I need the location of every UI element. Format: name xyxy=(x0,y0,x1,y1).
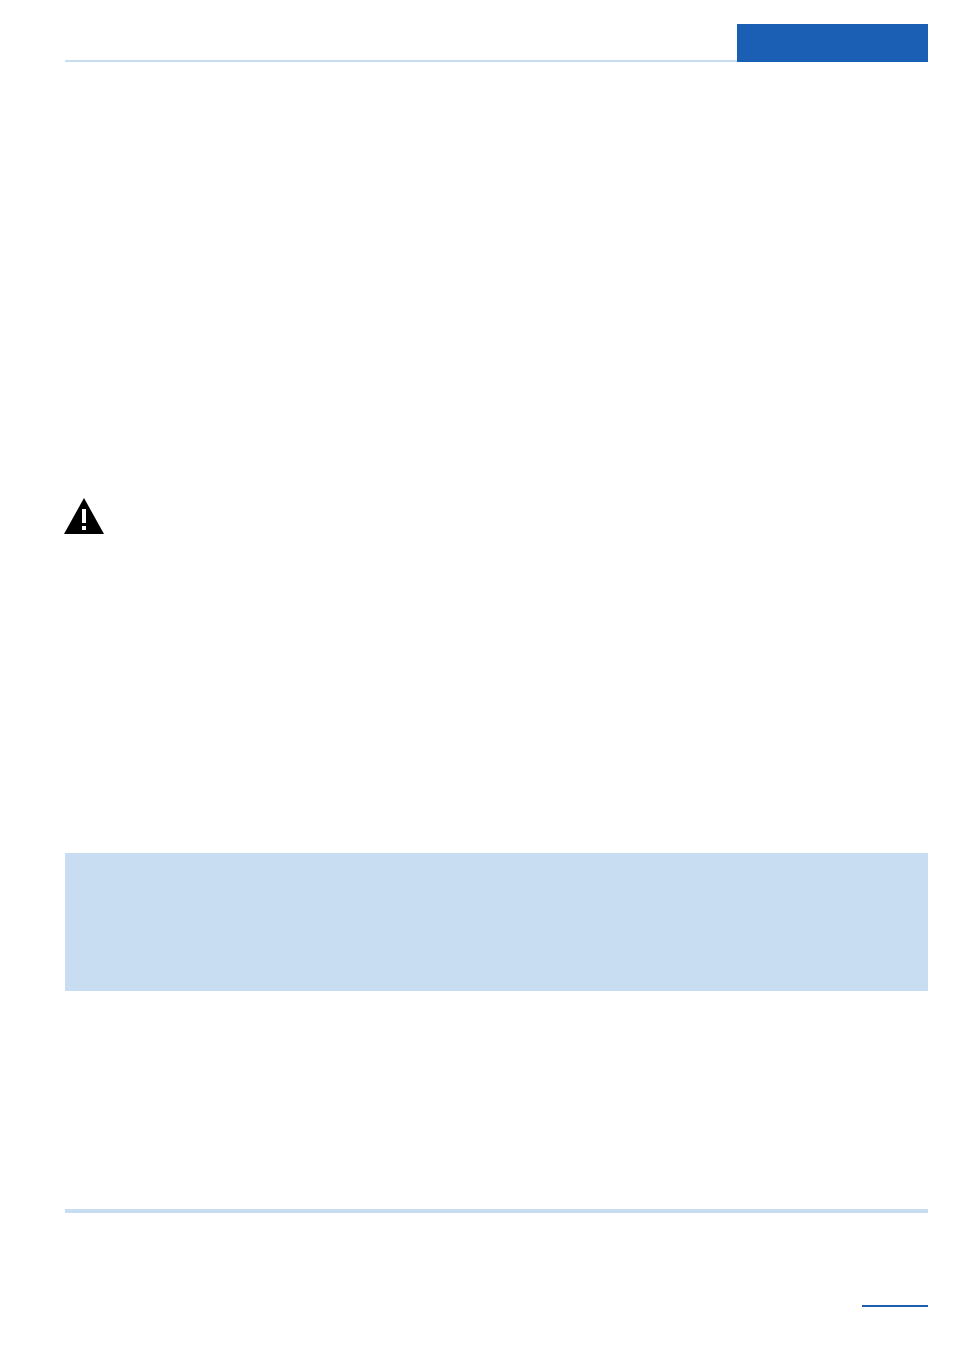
table-header-cell xyxy=(280,853,410,991)
table-header-cell xyxy=(669,853,798,991)
table-header-cell xyxy=(410,853,539,991)
table-header-cell xyxy=(798,853,928,991)
header-chapter-tab xyxy=(737,24,928,62)
table-header-row xyxy=(65,853,928,991)
table-header-cell xyxy=(539,853,669,991)
footer-rule xyxy=(862,1305,928,1307)
child-seat-table xyxy=(65,853,928,991)
warning-triangle-icon xyxy=(63,497,105,535)
table-bottom-rule xyxy=(65,1209,928,1213)
table-header-cell xyxy=(151,853,280,991)
table-header-cell xyxy=(65,853,151,991)
